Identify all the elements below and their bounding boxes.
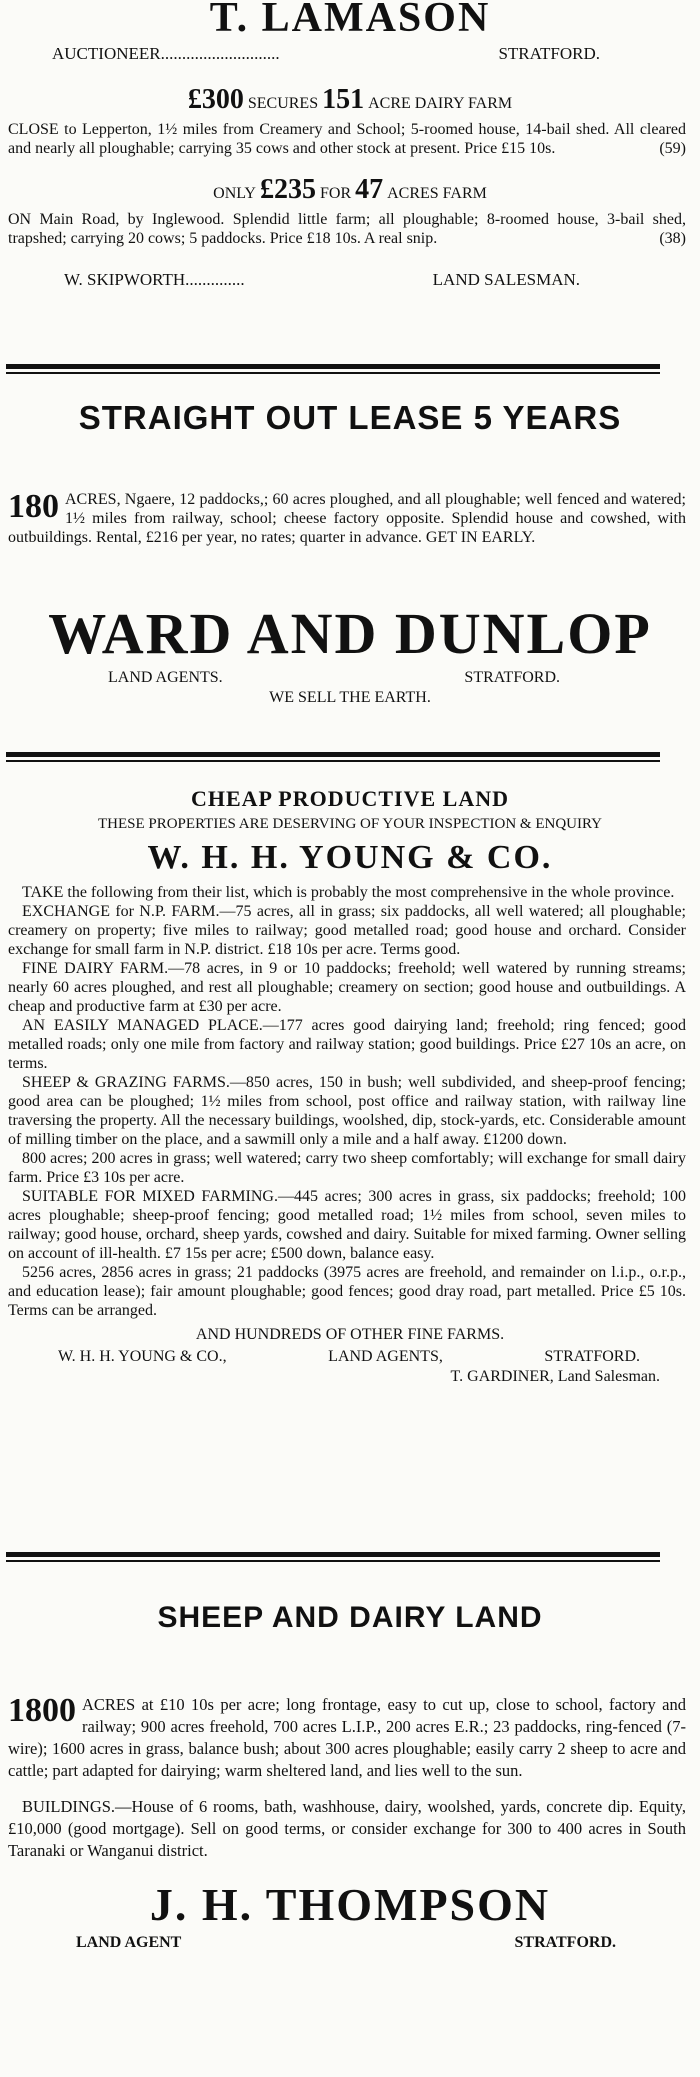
young-intro: TAKE the following from their list, which is probably the most comprehensive in the whole province. — [22, 884, 675, 901]
thompson-lead-num: 1800 — [8, 1692, 76, 1729]
ad2-for: FOR — [319, 185, 352, 202]
ad1-acres: 151 — [322, 84, 365, 115]
thompson-town: STRATFORD. — [514, 1934, 616, 1951]
young-footer-row — [58, 1348, 640, 1366]
ad1-text: CLOSE to Lepperton, 1½ miles from Creamery and School; 5-roomed house, 14-bail shed. All cleared and nearly all ploughable; carrying 35 cows and other stock at present. Price £15 10s. (59) — [8, 121, 686, 157]
ad2-acres: 47 — [355, 174, 384, 205]
young-closing: AND HUNDREDS OF OTHER FINE FARMS. — [195, 1326, 505, 1343]
ward-slogan: WE SELL THE EARTH. — [269, 689, 431, 706]
ward-ad — [0, 398, 700, 707]
ward-text: 180 ACRES, Ngaere, 12 paddocks,; 60 acres ploughed, and all ploughable; well fenced and watered; 1½ miles from railway, school; cheese factory opposite. Splendid house and cowshed, with outbuildings. Rental, £216 per year, no rates; quarter in advance. GET IN EARLY. — [8, 488, 686, 546]
divider-2b — [6, 760, 660, 762]
ad1-ref: (59) — [659, 140, 686, 157]
lamason-salesman-role: LAND SALESMAN. — [432, 270, 580, 289]
thompson-headline: SHEEP AND DAIRY LAND — [157, 1601, 543, 1634]
young-footer-role: LAND AGENTS, — [328, 1348, 443, 1365]
young-salesman: T. GARDINER, Land Salesman. — [450, 1368, 660, 1385]
thompson-text: 1800 ACRES at £10 10s per acre; long frontage, easy to cut up, close to school, factory and railway; 900 acres freehold, 700 acres L.I.P., 200 acres E.R.; 23 paddocks, ring-fenced (7-wire); 1600 acres in grass, balance bush; about 300 acres ploughable; easily carry 2 sheep to acre and cattle; part adapted for dairying; warm sheltered land, and lies well to the sun. — [8, 1692, 686, 1780]
ad1-price: £300 — [187, 84, 244, 115]
young-name: W. H. H. YOUNG & CO. — [147, 839, 553, 876]
ward-headline: STRAIGHT OUT LEASE 5 YEARS — [78, 399, 622, 436]
young-subhead: THESE PROPERTIES ARE DESERVING OF YOUR INSPECTION & ENQUIRY — [97, 816, 603, 832]
thompson-buildings: BUILDINGS.—House of 6 rooms, bath, washhouse, dairy, woolshed, yards, concrete dip. Equity, £10,000 (good mortgage). Sell on good terms, or consider exchange for 300 to 400 acres in South Taranaki or Wanganui district. — [8, 1797, 686, 1860]
lamason-salesman-row — [64, 270, 580, 290]
young-item-1: EXCHANGE for N.P. FARM.—75 acres, all in grass; six paddocks, all well watered; all ploughable; creamery on property; five miles to railway; good metalled road; good house and orchard. Consider exchange for small farm in N.P. district. £18 10s per acre. Terms good. — [8, 903, 686, 958]
ad2-price: £235 — [259, 174, 316, 205]
ward-name: WARD AND DUNLOP — [48, 601, 652, 666]
ad2-ref: (38) — [659, 230, 686, 247]
ad1-kind: ACRE DAIRY FARM — [368, 95, 513, 112]
young-item-5: 800 acres; 200 acres in grass; well watered; carry two sheep comfortably; will exchange for small dairy farm. Price £3 10s per acre. — [8, 1150, 686, 1186]
lamason-role-row — [52, 44, 600, 64]
young-item-6: SUITABLE FOR MIXED FARMING.—445 acres; 300 acres in grass, six paddocks; freehold; 100 acres ploughable; sheep-proof fencing; good metalled road; 1½ miles from school, seven miles to railway; good house, orchard, sheep yards, cowshed and dairy. Suitable for mixed farming. Owner selling on account of ill-health. £7 15s per acre; £500 down, balance easy. — [8, 1188, 686, 1262]
lamason-salesman: W. SKIPWORTH.............. — [64, 270, 245, 289]
divider-3 — [6, 1552, 660, 1557]
ward-lead-num: 180 — [8, 488, 59, 525]
lamason-name: T. LAMASON — [209, 0, 491, 41]
divider-1 — [6, 364, 660, 369]
young-ad — [0, 786, 700, 1386]
young-item-7: 5256 acres, 2856 acres in grass; 21 paddocks (3975 acres are freehold, and remainder on l.i.p., o.r.p., and education lease); fair amount ploughable; good fences; good dray road, part metalled. Price £5 10s. Terms can be arranged. — [8, 1264, 686, 1319]
young-item-2: FINE DAIRY FARM.—78 acres, in 9 or 10 paddocks; freehold; well watered by running streams; nearly 60 acres ploughed, and rest all ploughable; creamery on section; good house and outbuildings. A cheap and productive farm at £30 per acre. — [8, 960, 686, 1015]
ad1-secures: SECURES — [247, 95, 319, 112]
ad2-kind: ACRES FARM — [387, 185, 487, 202]
young-headline: CHEAP PRODUCTIVE LAND — [190, 786, 510, 811]
divider-2 — [6, 752, 660, 757]
young-item-3: AN EASILY MANAGED PLACE.—177 acres good dairying land; freehold; ring fenced; good metalled roads; only one mile from factory and railway station; good buildings. Price £27 10s an acre, on terms. — [8, 1017, 686, 1072]
young-item-4: SHEEP & GRAZING FARMS.—850 acres, 150 in bush; well subdivided, and sheep-proof fencing; good area can be ploughed; 1½ miles from school, post office and railway station, with railway line traversing the property. All the necessary buildings, woolshed, dip, stock-yards, etc. Considerable amount of milling timber on the place, and a sawmill only a mile and a half away. £1200 down. — [8, 1074, 686, 1148]
ad2-heading — [0, 174, 700, 206]
thompson-name: J. H. THOMPSON — [149, 1879, 551, 1930]
thompson-role-row — [76, 1934, 616, 1952]
divider-1b — [6, 372, 660, 374]
ward-town: STRATFORD. — [464, 669, 560, 686]
ward-role: LAND AGENTS. — [108, 669, 223, 686]
lamason-ad — [0, 0, 700, 290]
young-listings — [0, 883, 700, 1320]
ad1-heading — [0, 84, 700, 116]
ad2-only: ONLY — [213, 185, 256, 202]
thompson-ad — [0, 1600, 700, 1952]
lamason-town: STRATFORD. — [498, 44, 600, 63]
young-footer-name: W. H. H. YOUNG & CO., — [58, 1348, 227, 1365]
divider-3b — [6, 1560, 660, 1562]
young-footer-town: STRATFORD. — [544, 1348, 640, 1365]
ad2-text: ON Main Road, by Inglewood. Splendid little farm; all ploughable; 8-roomed house, 3-bail shed, trapshed; carrying 20 cows; 5 paddocks. Price £18 10s. A real snip. (38) — [8, 211, 686, 247]
lamason-role: AUCTIONEER............................ — [52, 44, 280, 63]
thompson-role: LAND AGENT — [76, 1934, 182, 1951]
ward-role-row — [108, 669, 560, 687]
